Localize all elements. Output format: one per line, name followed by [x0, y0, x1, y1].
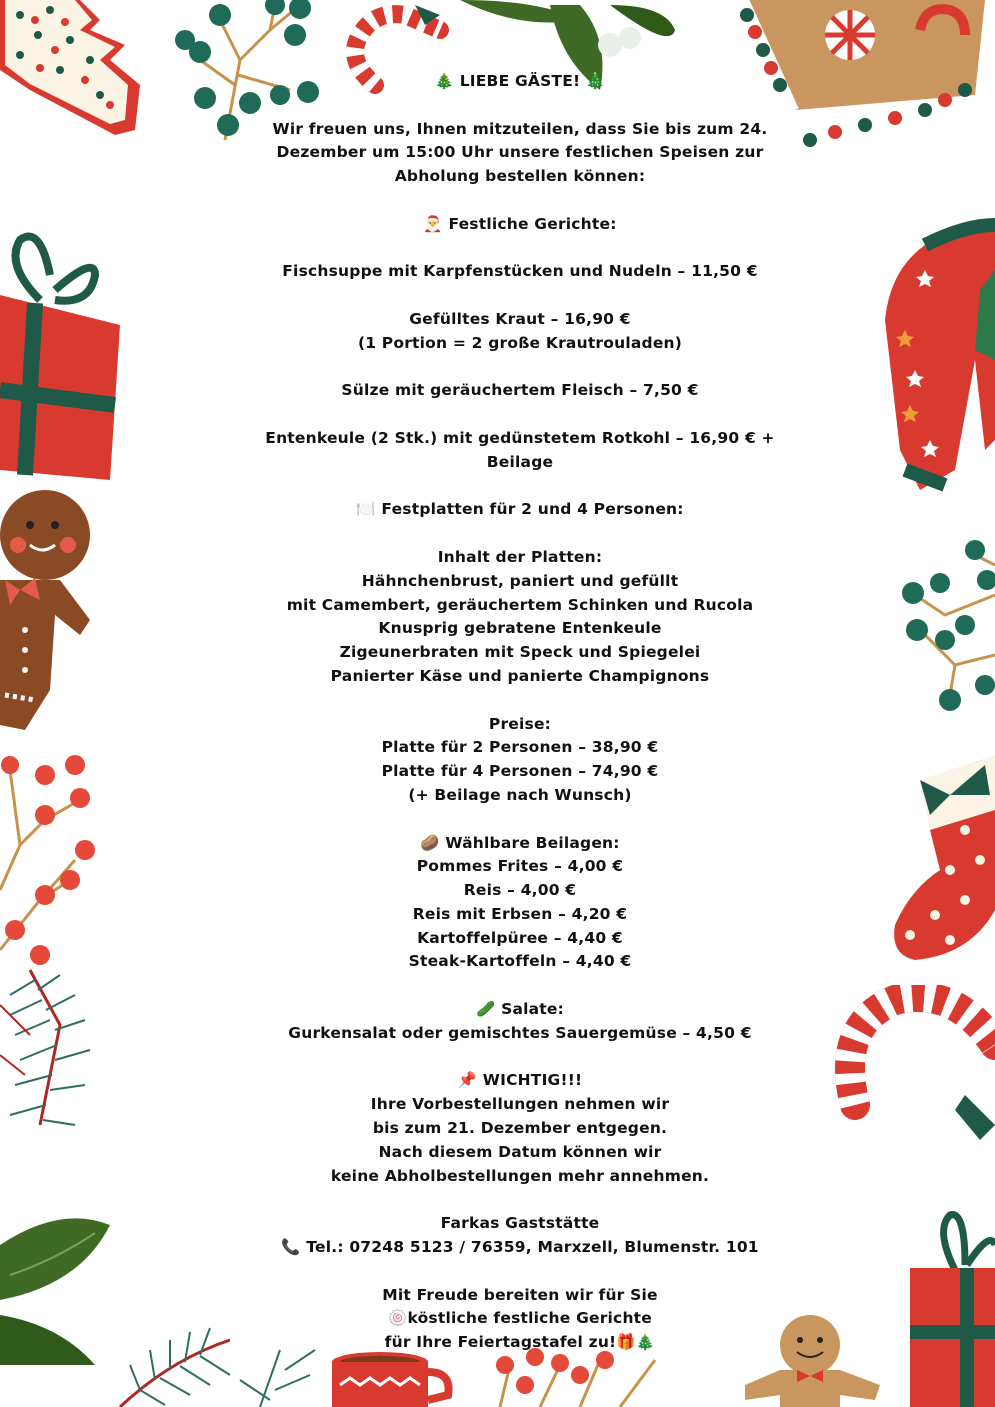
side-item: Pommes Frites – 4,00 €: [416, 857, 624, 876]
closing-line: für Ihre Feiertagstafel zu!🎁🎄: [384, 1333, 656, 1352]
platter-content-item: Knusprig gebratene Entenkeule: [378, 619, 662, 638]
notice-line: Ihre Vorbestellungen nehmen wir: [370, 1095, 670, 1114]
notice-heading: 📌 WICHTIG!!!: [457, 1071, 583, 1090]
dish-item: Entenkeule (2 Stk.) mit gedünstetem Rotkohl – 16,90 € +: [265, 428, 775, 447]
stocking-icon: [890, 740, 995, 965]
price-note: (+ Beilage nach Wunsch): [408, 785, 632, 804]
dish-item-cont: Beilage: [486, 452, 554, 471]
intro-line: Abholung bestellen können:: [394, 167, 646, 186]
intro-line: Dezember um 15:00 Uhr unsere festlichen Speisen zur: [276, 143, 764, 162]
notice-line: bis zum 21. Dezember entgegen.: [372, 1119, 668, 1138]
sweater-icon: [885, 210, 995, 500]
side-item: Kartoffelpüree – 4,40 €: [417, 928, 623, 947]
red-berries-icon: [0, 750, 105, 965]
gift-right-icon: [905, 1210, 995, 1407]
platter-contents-heading: Inhalt der Platten:: [437, 547, 603, 566]
platter-content-item: Panierter Käse und panierte Champignons: [330, 666, 710, 685]
dish-item: Sülze mit geräuchertem Fleisch – 7,50 €: [341, 381, 699, 400]
platter-content-item: Zigeunerbraten mit Speck und Spiegelei: [339, 643, 701, 662]
prices-heading: Preise:: [488, 714, 552, 733]
notice-line: Nach diesem Datum können wir: [378, 1142, 662, 1161]
price-item: Platte für 4 Personen – 74,90 €: [381, 762, 659, 781]
dish-note: (1 Portion = 2 große Krautrouladen): [357, 333, 683, 352]
tree-cookie-icon: [0, 0, 150, 145]
platters-heading: 🍽️ Festplatten für 2 und 4 Personen:: [356, 500, 684, 519]
side-item: Reis – 4,00 €: [463, 881, 577, 900]
menu-content: [230, 70, 810, 1355]
sides-heading: 🥔 Wählbare Beilagen:: [420, 833, 620, 852]
price-item: Platte für 2 Personen – 38,90 €: [381, 738, 659, 757]
intro-line: Wir freuen uns, Ihnen mitzuteilen, dass Sie bis zum 24.: [272, 119, 768, 138]
contact-phone: 📞 Tel.: 07248 5123 / 76359, Marxzell, Blumenstr. 101: [281, 1238, 759, 1257]
closing-line: Mit Freude bereiten wir für Sie: [382, 1285, 658, 1304]
dishes-heading: 🎅 Festliche Gerichte:: [423, 214, 617, 233]
platter-content-item: mit Camembert, geräuchertem Schinken und Rucola: [286, 595, 754, 614]
gingerbread-man-icon: [0, 490, 95, 735]
salad-item: Gurkensalat oder gemischtes Sauergemüse – 4,50 €: [288, 1023, 752, 1042]
side-item: Steak-Kartoffeln – 4,40 €: [408, 952, 632, 971]
dish-item: Gefülltes Kraut – 16,90 €: [409, 309, 631, 328]
gift-box-icon: [0, 225, 130, 485]
mug-icon: [330, 1350, 455, 1407]
candy-cane-right-icon: [835, 985, 995, 1145]
closing-line: 🍥köstliche festliche Gerichte: [387, 1309, 653, 1328]
dish-item: Fischsuppe mit Karpfenstücken und Nudeln – 11,50 €: [282, 262, 758, 281]
platter-content-item: Hähnchenbrust, paniert und gefüllt: [361, 571, 679, 590]
pine-branch-icon: [0, 965, 105, 1165]
restaurant-name: Farkas Gaststätte: [440, 1214, 600, 1233]
side-item: Reis mit Erbsen – 4,20 €: [412, 904, 628, 923]
notice-line: keine Abholbestellungen mehr annehmen.: [330, 1166, 710, 1185]
green-berries-right-icon: [895, 535, 995, 715]
page-title: 🎄 LIEBE GÄSTE! 🎄: [434, 72, 606, 90]
salads-heading: 🥒 Salate:: [475, 1000, 564, 1019]
